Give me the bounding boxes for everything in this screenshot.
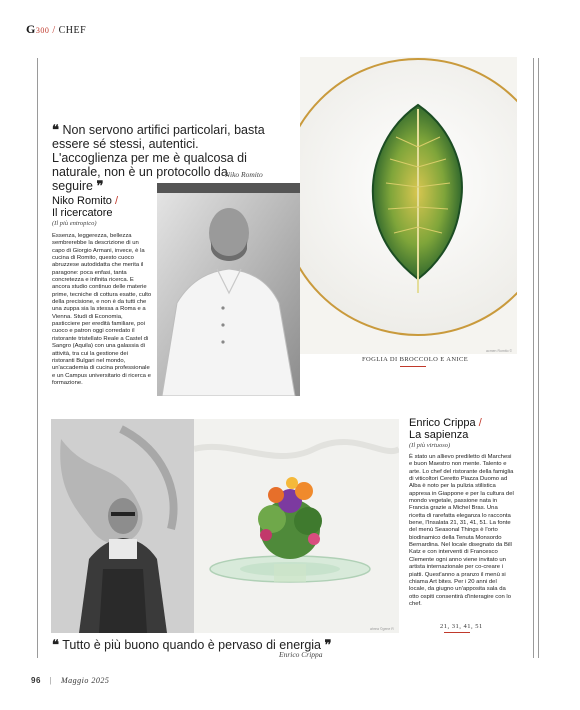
brand-number: 300	[35, 26, 50, 35]
crippa-portrait-photo	[51, 419, 194, 633]
magazine-header	[26, 22, 86, 37]
dish-illustration	[194, 419, 399, 633]
page-footer	[31, 676, 109, 685]
right-margin-rule-1	[533, 58, 534, 658]
plate-illustration	[300, 57, 517, 354]
header-separator: /	[52, 25, 56, 36]
right-margin-rule-2	[538, 58, 539, 658]
footer-separator: |	[49, 676, 53, 685]
pull-quote-text: Tutto è più buono quando è pervaso di energia	[62, 638, 322, 652]
recipe-caption: 21, 31, 41, 51	[440, 623, 483, 630]
pull-quote-text: Non servono artifici particolari, basta essere sé stessi, autentici. L'accoglienza per me è qualcosa di naturale, non è un protocollo da seguire	[52, 123, 265, 193]
crippa-title	[409, 417, 509, 441]
pull-quote-attribution: Enrico Crippa	[279, 650, 323, 659]
broccoli-leaf-plate-photo	[300, 57, 517, 354]
crippa-body-text: È stato un allievo prediletto di Marchesi e buon Maestro non mente. Talento e arte. Lo chef del ristorante della famiglia di viticoltori Ceretto Piazza Duomo ad Alba è noto per la pulizia stilistica appresa in Giappone e per la cultura del mondo vegetale, passione nata in Francia grazie a Michel Bras. Una ricetta di rarefatta eleganza lo racconta bene, l'Insalata 21, 31, 41, 51. La fonte del menù Seasonal Things è l'orto biodinamico della Tenuta Monsordo Bernardina. Nel locale disegnato da Bill Katz e con interventi di Francesco Clemente ogni anno viene invitato un artista internazionale per co-creare i piatti. Quest'anno a pranzo il menù si chiama Art bites. Per i 20 anni del locale, da giugno un'apposita sala da otto ospiti consentirà d'interagire con lo chef.	[409, 454, 514, 607]
plate-caption: FOGLIA DI BROCCOLO E ANICE	[362, 356, 469, 363]
romito-portrait-photo	[157, 183, 300, 396]
dish-photo-credit: ahrea ©gene R	[370, 627, 394, 631]
section-label: CHEF	[58, 25, 87, 36]
romito-heading	[52, 195, 152, 227]
crippa-subtitle: (Il più virtuoso)	[409, 442, 451, 449]
open-quote-mark: ❝	[52, 637, 59, 652]
romito-portrait-illustration	[157, 183, 300, 396]
insalata-dish-photo	[194, 419, 399, 633]
romito-subtitle: (Il più entropico)	[52, 220, 97, 227]
brand-letter: G	[26, 22, 36, 36]
plate-photo-credit: acmen Romito ©	[486, 349, 513, 353]
close-quote-mark: ❞	[324, 637, 332, 652]
page-number: 96	[31, 676, 41, 685]
title-slash: /	[478, 417, 482, 429]
recipe-underline	[444, 632, 470, 633]
issue-date: Maggio 2025	[60, 676, 110, 685]
left-margin-rule	[37, 58, 38, 658]
romito-name: Niko Romito	[52, 195, 112, 207]
crippa-name: Enrico Crippa	[409, 417, 476, 429]
pull-quote-attribution: Niko Romito	[225, 170, 263, 179]
crippa-portrait-illustration	[51, 419, 194, 633]
romito-title	[52, 195, 152, 219]
open-quote-mark: ❝	[52, 122, 59, 137]
crippa-heading	[409, 417, 509, 449]
close-quote-mark: ❞	[96, 178, 104, 193]
crippa-role: La sapienza	[409, 429, 469, 441]
caption-underline	[400, 366, 426, 367]
romito-role: Il ricercatore	[52, 207, 113, 219]
romito-body-text: Essenza, leggerezza, bellezza sembrerebbe la descrizione di un capo di Giorgio Armani, invece, è la cucina di Romito, questo cuoco abruzzese autodidatta che merita il paragone: poca enfasi, tanta concretezza e infinita ricerca. E ancora studio continuo delle materie prime, tecniche di cottura esatte, culto della precisione, e non è da tutti che una zuppa sia la stessa a Roma e a Vienna. Studi di Economia, pasticciere per eredità familiare, poi cuoco e patron oggi corredato il ristorante tristellato Reale a Castel di Sangro (Aquila) con una galassia di attività, tra cui la gestione dei ristoranti Bulgari nel mondo, un'accademia di cucina professionale e un Campus universitario di ricerca e formazione.	[52, 233, 152, 386]
title-slash: /	[114, 195, 119, 207]
